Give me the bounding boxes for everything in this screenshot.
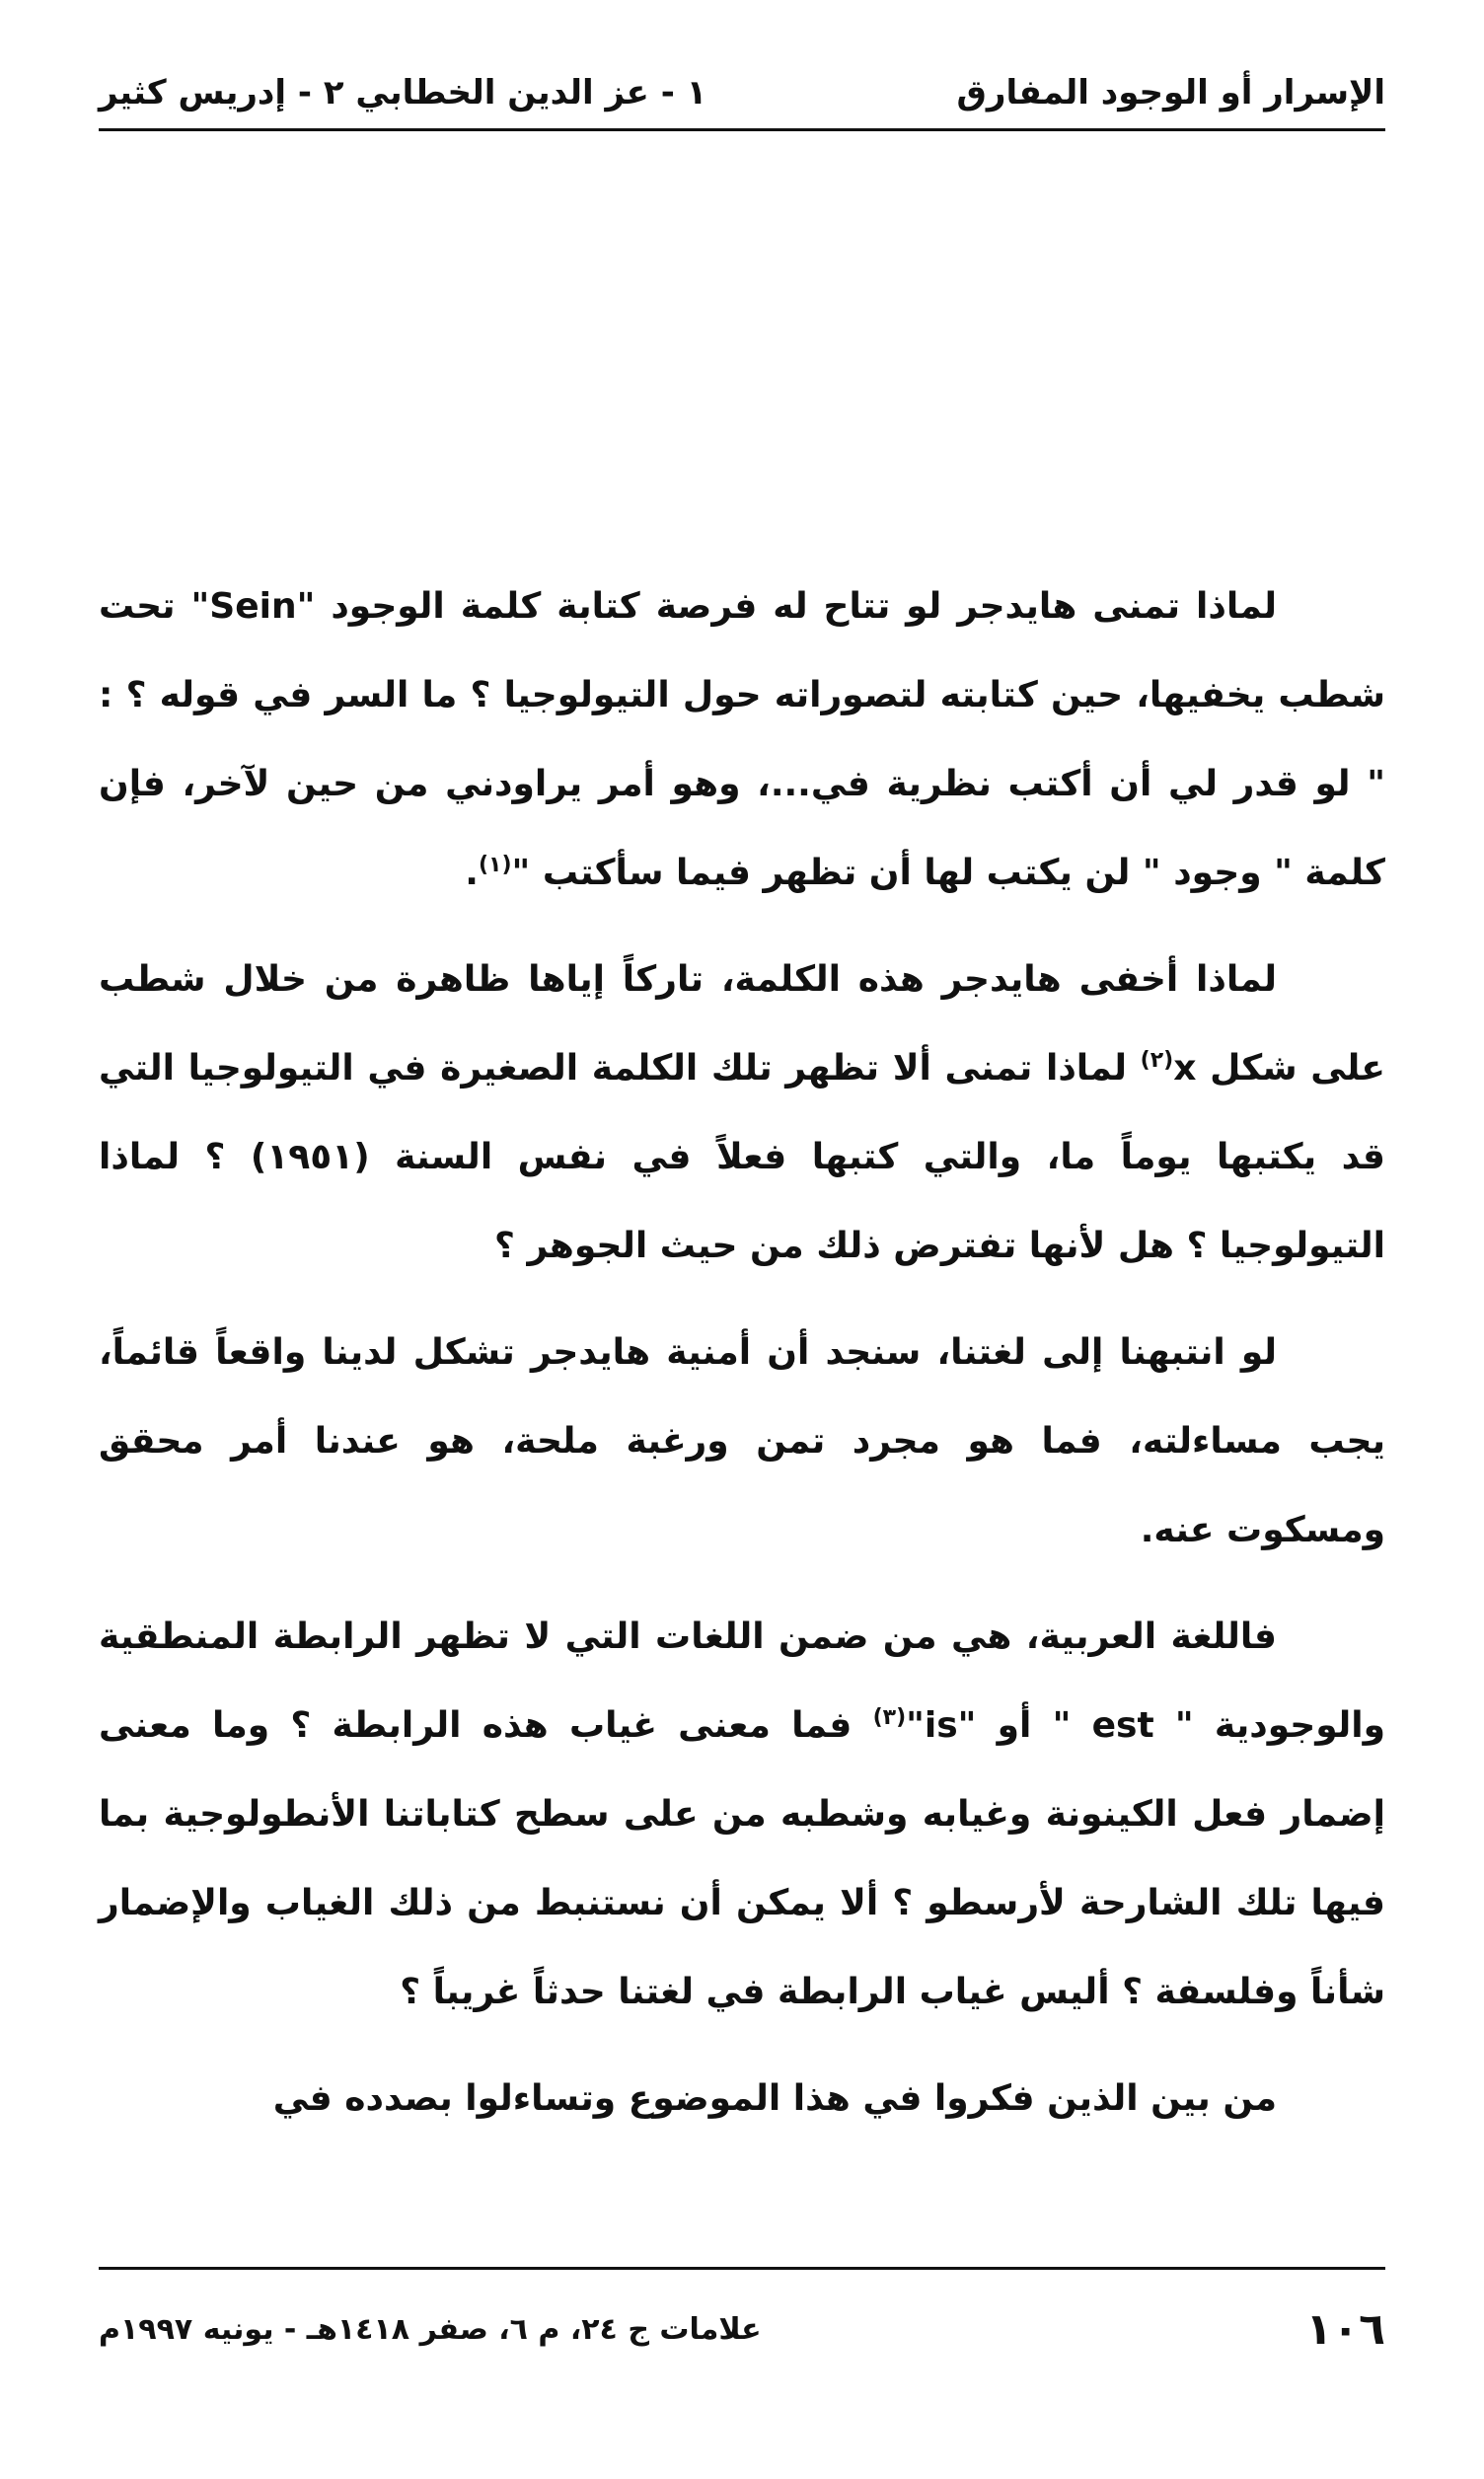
page-number: ١٠٦ bbox=[1305, 2303, 1385, 2355]
paragraph-1 bbox=[99, 563, 1385, 918]
paragraph-3-text: لو انتبهنا إلى لغتنا، سنجد أن أمنية هايدجر تشكل لدينا واقعاً قائماً، يجب مساءلته، فما هو مجرد تمن ورغبة ملحة، هو عندنا أمر محقق ومسكوت عنه. bbox=[99, 1332, 1385, 1550]
paragraph-4 bbox=[99, 1593, 1385, 2037]
paragraph-1-tail: . bbox=[465, 853, 479, 893]
paragraph-5 bbox=[99, 2055, 1385, 2143]
paragraph-4-text: فاللغة العربية، هي من ضمن اللغات التي لا تظهر الرابطة المنطقية والوجودية " est " أو "is" bbox=[99, 1616, 1386, 1746]
header-authors: ١ - عز الدين الخطابي ٢ - إدريس كثير bbox=[99, 73, 707, 113]
header-rule bbox=[99, 128, 1385, 131]
paragraph-5-text: من بين الذين فكروا في هذا الموضوع وتساءلوا بصدده في bbox=[272, 2078, 1277, 2119]
footnote-marker-3: (٣) bbox=[872, 1705, 907, 1730]
footer-rule bbox=[99, 2267, 1385, 2270]
paragraph-1-text: لماذا تمنى هايدجر لو تتاح له فرصة كتابة كلمة الوجود "Sein" تحت شطب يخفيها، حين كتابته لتصوراته حول التيولوجيا ؟ ما السر في قوله ؟ : " لو قدر لي أن أكتب نظرية في...، وهو أمر يراودني من حين لآخر، فإن كلمة " وجود " لن يكتب لها أن تظهر فيما سأكتب " bbox=[99, 586, 1385, 893]
body-text bbox=[99, 563, 1385, 2161]
paragraph-3 bbox=[99, 1309, 1385, 1575]
journal-info: علامات ج ٢٤، م ٦، صفر ١٤١٨هـ - يونيه ١٩٩٧م bbox=[99, 2311, 762, 2347]
paragraph-2 bbox=[99, 936, 1385, 1291]
paragraph-4-tail: فما معنى غياب هذه الرابطة ؟ وما معنى إضمار فعل الكينونة وغيابه وشطبه من على سطح كتاباتنا الأنطولوجية بما فيها تلك الشارحة لأرسطو ؟ ألا يمكن أن نستنبط من ذلك الغياب والإضمار شأناً وفلسفة ؟ أليس غياب الرابطة في لغتنا حدثاً غريباً ؟ bbox=[99, 1705, 1385, 2012]
footnote-marker-1: (١) bbox=[478, 853, 512, 877]
running-header bbox=[99, 63, 1385, 122]
running-footer bbox=[99, 2299, 1385, 2359]
header-title: الإسرار أو الوجود المفارق bbox=[956, 73, 1385, 113]
paragraph-2-tail: لماذا تمنى ألا تظهر تلك الكلمة الصغيرة في التيولوجيا التي قد يكتبها يوماً ما، والتي كتبها فعلاً في نفس السنة (١٩٥١) ؟ لماذا التيولوجيا ؟ هل لأنها تفترض ذلك من حيث الجوهر ؟ bbox=[99, 1048, 1385, 1266]
paragraph-2-text: لماذا أخفى هايدجر هذه الكلمة، تاركاً إياها ظاهرة من خلال شطب على شكل x bbox=[99, 959, 1385, 1089]
footnote-marker-2: (٢) bbox=[1140, 1048, 1174, 1073]
